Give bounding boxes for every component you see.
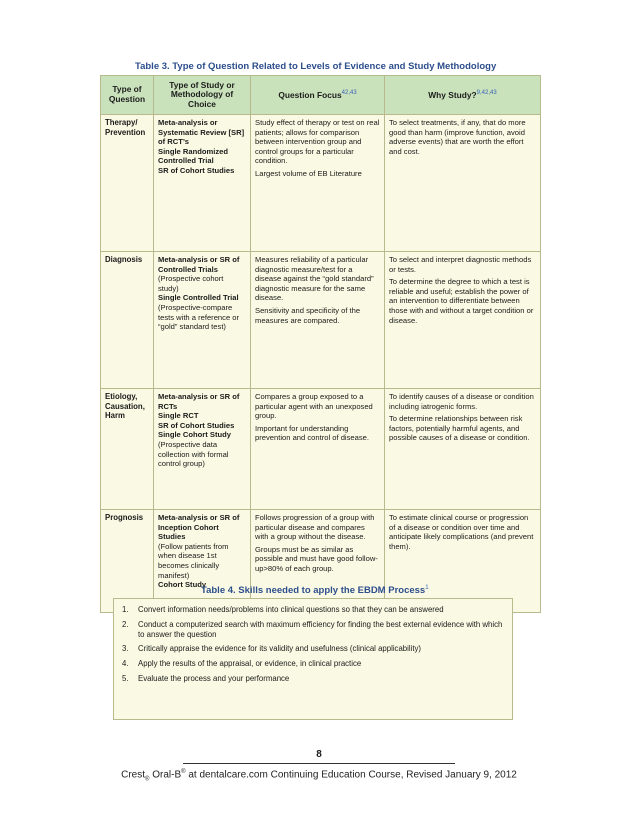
header-type-of-question: Type of Question xyxy=(101,76,154,115)
question-focus-cell xyxy=(251,252,385,389)
footer-rule xyxy=(183,763,455,764)
why-study-cell xyxy=(385,389,541,510)
study-type: Meta-analysis or Systematic Review [SR] of RCT’s xyxy=(158,118,245,147)
table-row xyxy=(101,115,541,252)
study-type: Single Randomized Controlled Trial xyxy=(158,146,229,166)
methodology-cell xyxy=(154,389,251,510)
table4-caption-ref: 1 xyxy=(425,585,429,591)
methodology-cell xyxy=(154,115,251,252)
item-number: 1. xyxy=(122,605,129,614)
question-focus-cell xyxy=(251,115,385,252)
item-text: Convert information needs/problems into clinical questions so that they can be answered xyxy=(138,605,444,614)
question-focus-cell xyxy=(251,389,385,510)
list-item xyxy=(122,659,504,669)
header-why-study: Why Study?$^{9,42,43}$ xyxy=(385,76,541,115)
study-note: (Prospective data collection with formal control group) xyxy=(158,439,229,469)
cell-paragraph: To identify causes of a disease or condition including iatrogenic forms. xyxy=(389,392,534,411)
header-question-focus: Question Focus$^{42,43}$ xyxy=(251,76,385,115)
header-focus-ref: 42,43 xyxy=(341,90,357,97)
study-type: Meta-analysis or SR of Inception Cohort Studies xyxy=(158,513,240,542)
table3-caption: Table 3. Type of Question Related to Levels of Evidence and Study Methodology xyxy=(135,61,497,72)
list-item xyxy=(122,605,504,615)
table4-caption: Table 4. Skills needed to apply the EBDM Process$^1$ xyxy=(201,585,429,597)
cell-paragraph: To determine the degree to which a test is reliable and useful; establish the power of an intervention to differentiate between those with and without a target condition or disease. xyxy=(389,277,534,325)
cell-paragraph: Compares a group exposed to a particular agent with an unexposed group. xyxy=(255,392,373,421)
cell-paragraph: Sensitivity and specificity of the measures are compared. xyxy=(255,305,361,325)
list-item xyxy=(122,674,504,684)
study-note: (Prospective-compare tests with a reference or “gold” standard test) xyxy=(158,302,240,332)
question-type-cell: Prognosis xyxy=(101,510,154,613)
cell-paragraph: Largest volume of EB Literature xyxy=(255,168,362,178)
question-type-cell: Etiology, Causation, Harm xyxy=(101,389,154,510)
cell-paragraph: Follows progression of a group with particular disease and compares with a group without the disease. xyxy=(255,513,375,542)
study-note: (Follow patients from when disease 1st becomes clinically manifest) xyxy=(158,541,229,580)
item-text: Critically appraise the evidence for its validity and usefulness (clinical applicability) xyxy=(138,644,421,654)
why-study-cell xyxy=(385,115,541,252)
methodology-cell xyxy=(154,252,251,389)
item-number: 4. xyxy=(122,659,129,669)
cell-paragraph: Important for understanding prevention and control of disease. xyxy=(255,423,369,443)
item-text: Conduct a computerized search with maximum efficiency for finding the best external evidence with which to answer the question xyxy=(138,619,503,639)
study-type: Cohort Study xyxy=(158,580,207,590)
cell-paragraph: Measures reliability of a particular diagnostic measure/test for a disease against the “gold standard” diagnostic measure for the same disease. xyxy=(255,255,374,303)
header-why-ref: 9,42,43 xyxy=(476,90,497,97)
cell-paragraph: To select and interpret diagnostic methods or tests. xyxy=(389,255,532,274)
cell-paragraph: Study effect of therapy or test on real patients; allows for comparison between intervention group and control groups for a particular condition. xyxy=(255,118,380,166)
study-type: SR of Cohort Studies xyxy=(158,420,235,430)
study-type: Meta-analysis or SR of Controlled Trials xyxy=(158,255,240,274)
evidence-table xyxy=(100,75,541,613)
study-type: Single Cohort Study xyxy=(158,430,231,440)
study-type: Meta-analysis or SR of RCTs xyxy=(158,392,240,411)
item-text: Apply the results of the appraisal, or evidence, in clinical practice xyxy=(138,659,362,669)
study-type: Single RCT xyxy=(158,411,199,421)
item-text: Evaluate the process and your performance xyxy=(138,673,290,683)
list-item xyxy=(122,620,504,640)
question-type-cell: Therapy/ Prevention xyxy=(101,115,154,252)
header-methodology: Type of Study or Methodology of Choice xyxy=(154,76,251,115)
item-number: 3. xyxy=(122,644,129,654)
question-type-cell: Diagnosis xyxy=(101,252,154,389)
table-row xyxy=(101,252,541,389)
item-number: 2. xyxy=(122,619,129,629)
cell-paragraph: Groups must be as similar as possible and must have good follow-up>80% of each group. xyxy=(255,544,378,573)
table-row xyxy=(101,389,541,510)
list-item xyxy=(122,644,504,654)
cell-paragraph: To select treatments, if any, that do more good than harm (improve function, avoid adverse events) that are worth the effort and cost. xyxy=(389,118,526,156)
page-number: 8 xyxy=(316,749,322,760)
why-study-cell xyxy=(385,252,541,389)
cell-paragraph: To estimate clinical course or progression of a disease or condition over time and anticipate likely complications (and prevent them). xyxy=(389,513,534,551)
study-note: (Prospective cohort study) xyxy=(158,274,224,293)
skills-table xyxy=(113,598,513,720)
item-number: 5. xyxy=(122,673,129,683)
cell-paragraph: To determine relationships between risk factors, potentially harmful agents, and possible causes of a disease or condition. xyxy=(389,414,530,443)
study-type: SR of Cohort Studies xyxy=(158,165,235,175)
footer-text: Crest$_®$ Oral-B® at dentalcare.com Continuing Education Course, Revised January 9, 2012 xyxy=(121,769,517,783)
study-type: Single Controlled Trial xyxy=(158,293,239,303)
